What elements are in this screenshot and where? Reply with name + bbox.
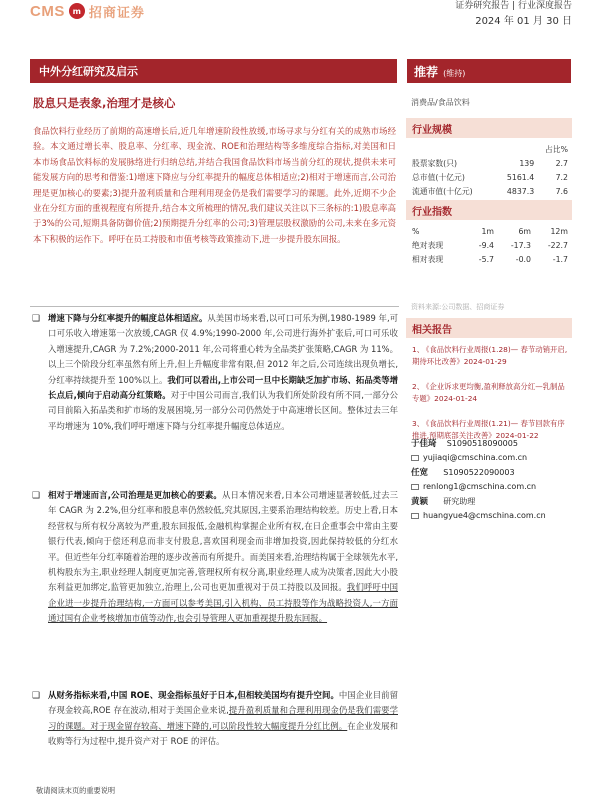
industry-index-table bbox=[411, 224, 569, 266]
analyst-id: S1090518090005 bbox=[446, 439, 518, 448]
bullet-icon: ❑ bbox=[32, 691, 41, 701]
table-row: 绝对表现 -9.4 -17.3 -22.7 bbox=[412, 240, 568, 250]
report-header bbox=[455, 0, 572, 30]
table-header: 占比% bbox=[544, 144, 568, 154]
mail-icon bbox=[411, 455, 419, 461]
rating-sub: (维持) bbox=[443, 69, 466, 78]
logo-badge-icon: m bbox=[69, 3, 85, 19]
table-row: 相对表现 -5.7 -0.0 -1.7 bbox=[412, 254, 568, 264]
mail-icon bbox=[411, 484, 419, 490]
logo bbox=[30, 2, 145, 20]
bullet-icon: ❑ bbox=[32, 491, 41, 501]
analyst-card bbox=[411, 437, 527, 464]
table-row: 总市值(十亿元) 5161.4 7.2 bbox=[412, 172, 568, 182]
logo-cms-text: CMS bbox=[30, 2, 65, 20]
logo-cn-text: 招商证券 bbox=[88, 5, 145, 21]
section-related-reports: 相关报告 bbox=[406, 318, 572, 338]
related-report-item[interactable]: 1、《食品饮料行业周报(1.28)— 春节动销开启,期待环比改善》2024-01-29 bbox=[412, 345, 568, 366]
analyst-name: 黄颖 bbox=[411, 497, 429, 507]
analyst-title: 研究助理 bbox=[443, 497, 476, 506]
analyst-email[interactable]: yujiaqi@cmschina.com.cn bbox=[423, 453, 528, 462]
analyst-card bbox=[411, 495, 546, 522]
report-date: 2024 年 01 月 30 日 bbox=[475, 16, 572, 27]
body-paragraph-1: ❑ 增速下降与分红率提升的幅度总体相适应。从美国市场来看,以可口可乐为例,1980-1989 年,可口可乐收入增速第一次放缓,CAGR 仅 4.9%;1990-2000 年,公司进行海外扩张后,可口可乐收入增速提升,CAGR 为 7.2%;2000-2011 年,公司将重心转为全品类扩张策略,CAGR 为 11%。以上三个阶段分红率虽然有所上升,但上升幅度非常有限,但 2012 年之后,公司连续出现负增长,分红率持续提升至 100%以上。我们可以看出,上市公司一旦中长期缺乏加扩市场、拓品类等增长点后,倾向于启动高分红策略。对于中国公司而言,我们认为我们所处阶段有所不同,一部分公司目前陷入拓品类和扩市场的发展困境,另一部分公司仍然处于中高速增长区间。整体过去三年平均增速为 10%,我们呼吁增速下降与分红率提升幅度总体适应。 bbox=[32, 313, 398, 431]
analyst-card bbox=[411, 466, 536, 493]
summary-paragraph: 食品饮料行业经历了前期的高速增长后,近几年增速阶段性放缓,市场寻求与分红有关的成熟市场经验。本文通过增长率、股息率、分红率、现金流、ROE和治理结构等多维度综合指标,对美国和日本市场食品饮料标的发展脉络进行归纳总结,并结合我国食品饮料市场当前分红的现状,提供未来可能发展方向的思考和借鉴:1)增速下降应与分红率提升的幅度总体相适应;2)相对于增速而言,公司治理是更加核心的要素;3)提升盈利质量和合理利用现金仍是我们需要学习的课题。此外,近期不少企业在分红方面的重视程度有所提升,结合本文所梳理的情况,我们建议关注以下三条标的:1)股息率高于3%的公司,短期具备防御价值;2)预期提升分红率的公司;3)管理层股权激励的公司,未来在多元资本下积极的运作下。呼吁在员工持股和市值考核等政策推动下,进一步提升股东回报。 bbox=[33, 126, 396, 244]
related-report-item[interactable]: 2、《企业诉求更均衡,盈利释放高分红—乳制品专题》2024-01-24 bbox=[412, 382, 565, 403]
divider bbox=[30, 306, 399, 307]
data-source: 资料来源:公司数据、招商证券 bbox=[411, 303, 505, 311]
analyst-email[interactable]: renlong1@cmschina.com.cn bbox=[423, 482, 537, 491]
analyst-id: S1090522090003 bbox=[443, 468, 515, 477]
body-paragraph-2: ❑ 相对于增速而言,公司治理是更加核心的要素。从日本情况来看,日本公司增速显著较低,过去三年 CAGR 为 2.2%,但分红率和股息率仍然较低,究其原因,主要系治理结构较差。历史上看,日本经营权与所有权分离较为严重,股东回报低,金融机构掌握企业所有权,在日企重事会中常由主要银行代表,倾向于偿还利息而非支付股息,喜欢国利现金而非增加投资,因此保持较低的分红水平。但近些年分红率随着治理的逐步改善而有所提升。而美国来看,治理结构属于全球领先水平,机构股东为主,职业经理人制度更加完善,管理权所有权分离,职业经理人成为决策者,因此大小股东利益更加绑定,监管更加独立,治理上,公司也更加重视对于员工持股以及回报。我们呼吁中国企业进一步提升治理结构,一方面可以参考美国,引入机构、员工持股等作为战略投资人,一方面通过国有企业考核增加市值等动作,也会引导管理人更加重视提升股东回报。 bbox=[32, 490, 399, 624]
table-header: % 1m 6m 12m bbox=[412, 226, 568, 236]
industry-scale-table bbox=[411, 142, 569, 198]
page-title: 股息只是表象,治理才是核心 bbox=[33, 96, 176, 110]
report-series-banner: 中外分红研究及启示 bbox=[30, 59, 397, 83]
analyst-name: 于佳琦 bbox=[411, 439, 437, 449]
table-row: 流通市值(十亿元) 4837.3 7.6 bbox=[412, 186, 568, 196]
analyst-name: 任宽 bbox=[411, 468, 429, 478]
rating: 推荐 bbox=[414, 65, 439, 79]
analyst-email[interactable]: huangyue4@cmschina.com.cn bbox=[423, 511, 546, 520]
bullet-icon: ❑ bbox=[32, 314, 41, 324]
mail-icon bbox=[411, 513, 419, 519]
section-industry-index: 行业指数 bbox=[406, 200, 572, 220]
rating-banner bbox=[407, 59, 571, 83]
sector-label: 消费品/食品饮料 bbox=[411, 98, 470, 107]
related-report-item[interactable]: 3、《食品饮料行业周报(1.21)— 春节回款有序推进,预期底部关注改善》2024-01-22 bbox=[412, 419, 565, 440]
report-type: 证券研究报告 | 行业深度报告 bbox=[455, 1, 572, 11]
table-row: 股票家数(只) 139 2.7 bbox=[412, 158, 568, 168]
footer-note: 敬请阅读末页的重要说明 bbox=[36, 786, 116, 795]
body-paragraph-3: ❑ 从财务指标来看,中国 ROE、现金指标虽好于日本,但相较美国均有提升空间。中国企业目前留存现金较高,ROE 存在波动,相对于美国企业来说,提升盈利质量和合理利用现金仍是我们需要学习的课题。对于现金留存较高、增速下降的,可以阶段性较大幅度提升分红比例。在企业发展和收购等行为过程中,提升资产对于 ROE 的评估。 bbox=[32, 690, 398, 747]
section-industry-scale: 行业规模 bbox=[406, 118, 572, 138]
